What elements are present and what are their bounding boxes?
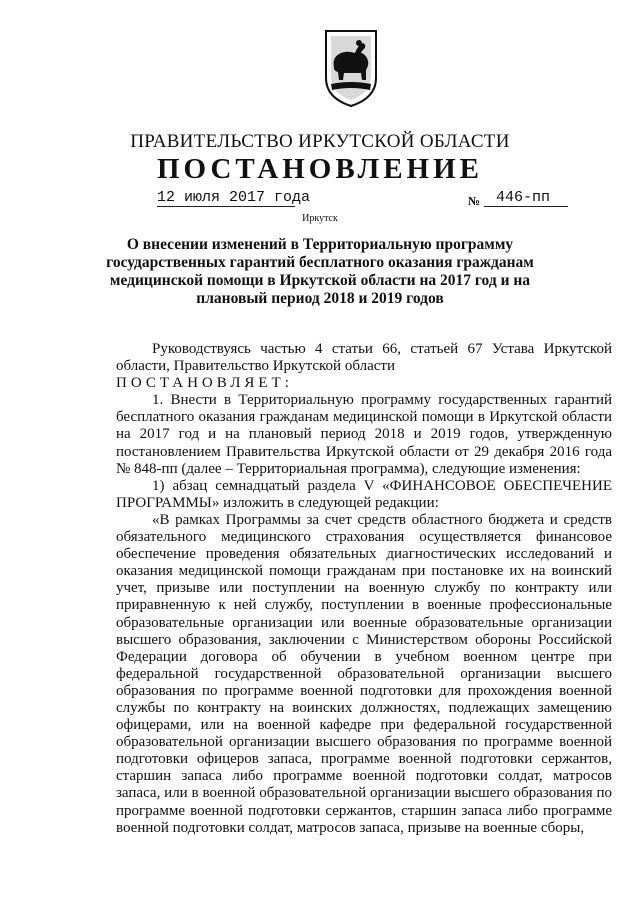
date-value: 12 июля 2017 года: [157, 189, 311, 206]
document-date: [157, 189, 310, 206]
document-number: [484, 189, 568, 206]
government-name: ПРАВИТЕЛЬСТВО ИРКУТСКОЙ ОБЛАСТИ: [130, 131, 510, 152]
coat-of-arms-icon: [322, 28, 380, 108]
document-type: ПОСТАНОВЛЕНИЕ: [156, 153, 483, 185]
city-name: Иркутск: [302, 213, 338, 224]
resolves-heading: ПОСТАНОВЛЯЕТ:: [116, 375, 293, 392]
number-value: 446-пп: [496, 189, 551, 206]
date-underline: [157, 206, 295, 207]
basis-paragraph: Руководствуясь частью 4 статьи 66, статьей 67 Устава Иркутской области, Правительство Иркутской области: [116, 341, 612, 375]
number-sign: №: [468, 194, 481, 208]
item-1-paragraph: 1. Внести в Территориальную программу государственных гарантий бесплатного оказания гражданам медицинской помощи в Иркутской области на 2017 год и на плановый период 2018 и 2019 годов, утвержденную постановлением Правительства Иркутской области от 29 декабря 2016 года № 848-пп (далее – Территориальная программа), следующие изменения:: [116, 392, 612, 477]
document-subject: О внесении изменений в Территориальную программу государственных гарантий бесплатного оказания гражданам медицинской помощи в Иркутской области на 2017 год и на плановый период 2018 и 2019 годов: [106, 236, 534, 307]
number-underline: [484, 206, 568, 207]
quoted-text-paragraph: «В рамках Программы за счет средств областного бюджета и средств обязательного медицинского страхования осуществляется финансовое обеспечение проведения обязательных диагностических исследований и оказания медицинской помощи гражданам при постановке их на воинский учет, призыве или поступлении на военную службу по контракту или приравненную к ней службу, поступлении в военные профессиональные образовательные организации или военные образовательные организации высшего образования, заключении с Министерством обороны Российской Федерации договора об обучении в учебном военном центре при федеральной государственной образовательной организации высшего образования по программе военной подготовки для прохождения военной службы по контракту на воинских должностях, подлежащих замещению офицерами, или на военной кафедре при федеральной государственной образовательной организации высшего образования по программе военной подготовки офицеров запаса, программе военной подготовки сержантов, старшин запаса либо программе военной подготовки солдат, матросов запаса, или в военной образовательной организации высшего образования по программе военной подготовки сержантов, старшин запаса либо программе военной подготовки солдат, матросов запаса, призыве на военные сборы,: [116, 511, 612, 836]
document-body: [116, 341, 612, 837]
subitem-1-paragraph: 1) абзац семнадцатый раздела V «ФИНАНСОВОЕ ОБЕСПЕЧЕНИЕ ПРОГРАММЫ» изложить в следующей редакции:: [116, 477, 612, 511]
